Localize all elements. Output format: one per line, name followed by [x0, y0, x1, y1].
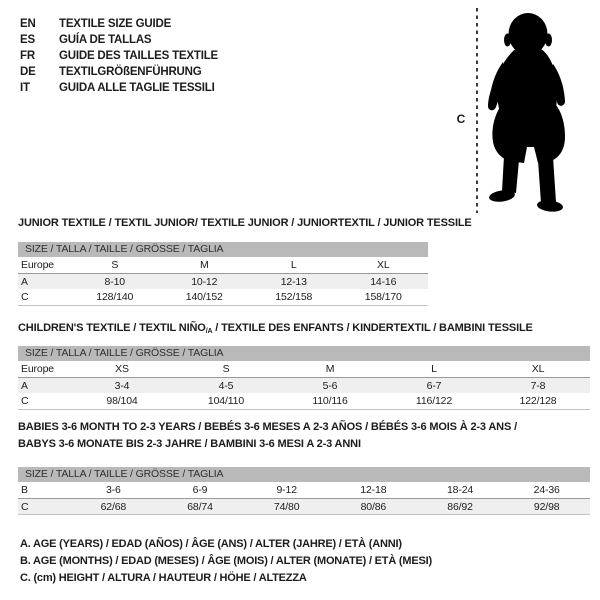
size-cell: S [111, 259, 119, 271]
language-title: GUIDE DES TAILLES TEXTILE [59, 50, 218, 62]
size-cell: 3-4 [114, 379, 130, 392]
size-cell: 110/116 [312, 395, 348, 407]
size-cell: 98/104 [106, 395, 138, 407]
footnotes [20, 536, 432, 587]
size-header-bar: SIZE / TALLA / TAILLE / GRÖSSE / TAGLIA [18, 346, 590, 361]
size-cell: 9-12 [276, 484, 297, 496]
table-row [18, 257, 428, 273]
row-label: Europe [21, 259, 54, 271]
language-row [20, 16, 218, 32]
table-row [18, 393, 590, 409]
size-cell: L [290, 259, 297, 271]
language-row [20, 32, 218, 48]
size-cell: 18-24 [446, 484, 474, 496]
size-cell: 116/122 [415, 395, 453, 407]
row-label: C [21, 395, 29, 407]
size-cell: 74/80 [273, 500, 300, 513]
toddler-silhouette-icon [485, 12, 585, 212]
size-cell: 24-36 [533, 484, 560, 496]
table-title-text: CHILDREN'S TEXTILE / TEXTIL NIÑO [18, 322, 206, 334]
size-cell: 62/68 [100, 500, 127, 513]
row-label: B [21, 484, 28, 496]
height-measure-line [476, 8, 478, 213]
language-code: EN [20, 18, 36, 30]
table-row [18, 482, 590, 498]
size-cell: XS [115, 363, 129, 375]
language-row [20, 64, 218, 80]
size-cell: 122/128 [519, 395, 557, 407]
size-cell: L [431, 363, 437, 375]
size-cell: 92/98 [533, 500, 560, 513]
row-label: A [21, 379, 28, 392]
size-cell: 152/158 [275, 291, 313, 303]
size-cell: 6-9 [192, 484, 208, 496]
size-cell: XL [376, 259, 390, 271]
table-row [18, 289, 428, 305]
size-header-bar: SIZE / TALLA / TAILLE / GRÖSSE / TAGLIA [18, 242, 428, 257]
language-row [20, 80, 218, 96]
size-cell: 5-6 [322, 379, 338, 392]
size-cell: S [222, 363, 230, 375]
language-code: FR [20, 50, 35, 62]
language-row [20, 48, 218, 64]
table-row [18, 361, 590, 377]
size-cell: 158/170 [364, 291, 402, 303]
language-code: ES [20, 34, 35, 46]
size-cell: 68/74 [187, 500, 213, 513]
row-label: C [21, 291, 29, 303]
footnote-line: A. AGE (YEARS) / EDAD (AÑOS) / ÂGE (ANS) / ALTER (JAHRE) / ETÀ (ANNI) [20, 538, 402, 550]
size-cell: 12-18 [360, 484, 387, 496]
table-title-line: BABYS 3-6 MONATE BIS 2-3 JAHRE / BAMBINI 3-6 MESI A 2-3 ANNI [18, 438, 361, 450]
height-figure [450, 4, 598, 216]
table-title [18, 217, 472, 230]
table-title [18, 419, 590, 453]
size-cell: 12-13 [280, 275, 307, 288]
table-title [18, 322, 590, 338]
language-title: GUÍA DE TALLAS [59, 34, 152, 46]
table-row [18, 273, 428, 289]
height-label: C [456, 112, 466, 126]
table-body [18, 361, 590, 410]
size-cell: 4-5 [218, 379, 234, 392]
table-title-line: BABIES 3-6 MONTH TO 2-3 YEARS / BEBÉS 3-6 MESES A 2-3 AÑOS / BÉBÉS 3-6 MOIS À 2-3 ANS / [18, 421, 517, 433]
row-label: C [21, 500, 29, 513]
language-code: DE [20, 66, 36, 78]
language-title: GUIDA ALLE TAGLIE TESSILI [59, 82, 215, 94]
row-label: Europe [21, 363, 54, 375]
table-row [18, 377, 590, 393]
size-cell: 86/92 [447, 500, 473, 513]
size-cell: 140/152 [185, 291, 223, 303]
size-header-bar: SIZE / TALLA / TAILLE / GRÖSSE / TAGLIA [18, 467, 590, 482]
junior-size-table [18, 217, 472, 306]
language-code: IT [20, 82, 30, 94]
children-size-table [18, 322, 590, 410]
size-cell: XL [531, 363, 545, 375]
babies-size-table [18, 419, 590, 515]
table-row [18, 498, 590, 514]
size-cell: 80/86 [360, 500, 387, 513]
size-cell: 104/110 [207, 395, 245, 407]
size-cell: M [325, 363, 335, 375]
size-cell: 6-7 [426, 379, 442, 392]
size-cell: M [199, 259, 209, 271]
footnote-line: C. (cm) HEIGHT / ALTURA / HAUTEUR / HÖHE / ALTEZZA [20, 572, 307, 584]
language-title: TEXTILGRÖßENFÜHRUNG [59, 66, 202, 78]
table-body [18, 257, 428, 306]
table-title-text: / TEXTILE DES ENFANTS / KINDERTEXTIL / BAMBINI TESSILE [212, 322, 533, 334]
table-title-line: JUNIOR TEXTILE / TEXTIL JUNIOR/ TEXTILE JUNIOR / JUNIORTEXTIL / JUNIOR TESSILE [18, 217, 472, 229]
row-label: A [21, 275, 28, 288]
footnote-line: B. AGE (MONTHS) / EDAD (MESES) / ÂGE (MOIS) / ALTER (MONATE) / ETÀ (MESI) [20, 555, 432, 567]
table-body [18, 482, 590, 515]
table-title-subscript: /A [205, 328, 213, 335]
size-cell: 7-8 [530, 379, 546, 392]
language-list [20, 16, 218, 96]
size-cell: 8-10 [104, 275, 125, 288]
size-cell: 14-16 [370, 275, 397, 288]
size-cell: 3-6 [105, 484, 121, 496]
size-cell: 10-12 [191, 275, 218, 288]
size-cell: 128/140 [96, 291, 134, 303]
language-title: TEXTILE SIZE GUIDE [59, 18, 172, 30]
